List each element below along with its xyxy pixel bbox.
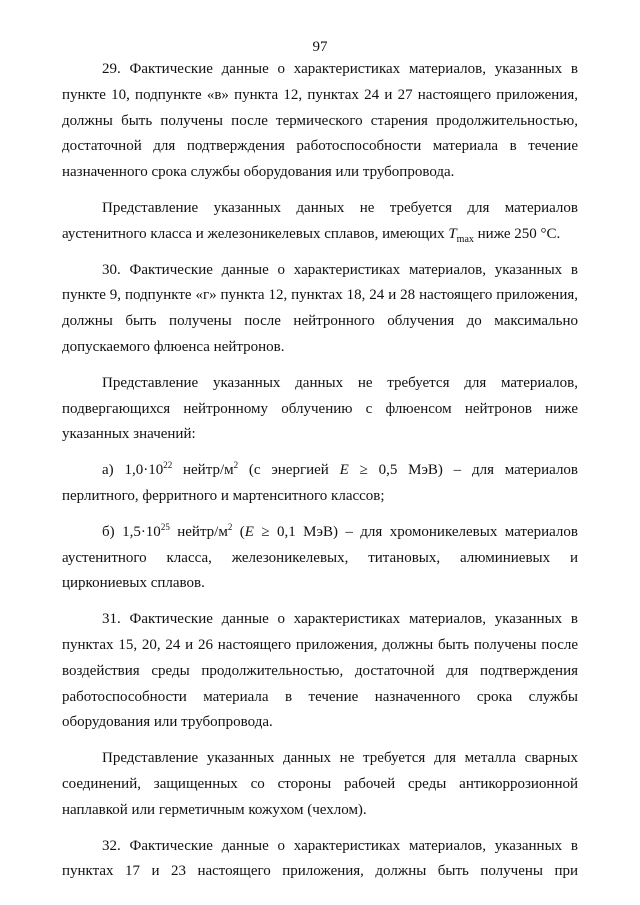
fluence-a-exp: 22 — [163, 460, 173, 471]
page-number: 97 — [312, 39, 328, 55]
fluence-b-after-e: ≥ 0,1 МэВ) – для хромоникелевых материалов аустенитного класса, железоникелевых, титановых, алюминиевых и циркониевых сплавов. — [62, 523, 579, 592]
t-symbol: T — [448, 225, 457, 242]
fluence-b-exp: 25 — [160, 521, 170, 532]
fluence-a-base: 1,0·10 — [124, 462, 164, 479]
t-subscript: max — [456, 233, 474, 245]
document-body — [62, 57, 578, 885]
fluence-b-base: 1,5·10 — [122, 523, 161, 540]
paragraph-31-exception: Представление указанных данных не требуется для металла сварных соединений, защищенных со стороны рабочей среды антикоррозионной наплавкой или герметичным кожухом (чехлом). — [62, 750, 578, 818]
exception-text-before: Представление указанных данных не требуется для материалов аустенитного класса и железоникелевых сплавов, имеющих — [62, 199, 578, 242]
fluence-b-unit-exp: 2 — [227, 521, 233, 532]
fluence-a-before-e: (с энергией — [238, 462, 340, 479]
list-item-b — [62, 520, 578, 597]
fluence-a-after-e: ≥ 0,5 МэВ) – для материалов перлитного, ферритного и мартенситного классов; — [62, 462, 579, 504]
fluence-a-unit: нейтр/м — [172, 462, 234, 479]
exception-text-after: ниже 250 °С. — [473, 225, 561, 242]
paragraph-29-exception — [62, 196, 578, 248]
list-item-a — [62, 458, 578, 510]
energy-symbol-a: E — [339, 462, 349, 479]
paragraph-32: 32. Фактические данные о характеристиках материалов, указанных в пунктах 17 и 23 настоящего приложения, должны быть получены при — [62, 837, 578, 880]
fluence-a-unit-exp: 2 — [233, 460, 239, 471]
paragraph-29: 29. Фактические данные о характеристиках материалов, указанных в пункте 10, подпункте «в» пункта 12, пунктах 24 и 27 настоящего приложения, должны быть получены после термического старения продолжительностью, достаточной для подтверждения работоспособности материала в течение назначенного срока службы оборудования или трубопровода. — [62, 61, 578, 181]
paragraph-30: 30. Фактические данные о характеристиках материалов, указанных в пункте 9, подпункте «г» пункта 12, пунктах 18, 24 и 28 настоящего приложения, должны быть получены после нейтронного облучения до максимально допускаемого флюенса нейтронов. — [62, 261, 578, 355]
list-label-a: а) — [102, 462, 114, 479]
paragraph-30-exception: Представление указанных данных не требуется для материалов, подвергающихся нейтронному облучению с флюенсом нейтронов ниже указанных значений: — [62, 374, 578, 443]
fluence-b-unit: нейтр/м — [169, 523, 228, 540]
paragraph-31: 31. Фактические данные о характеристиках материалов, указанных в пунктах 15, 20, 24 и 26 настоящего приложения, должны быть получены после воздействия среды продолжительностью, достаточной для подтверждения работоспособности материала в течение назначенного срока службы оборудования или трубопровода. — [62, 611, 578, 731]
list-label-b: б) — [102, 523, 115, 540]
fluence-b-before-e: ( — [232, 523, 245, 540]
energy-symbol-b: E — [244, 523, 254, 540]
